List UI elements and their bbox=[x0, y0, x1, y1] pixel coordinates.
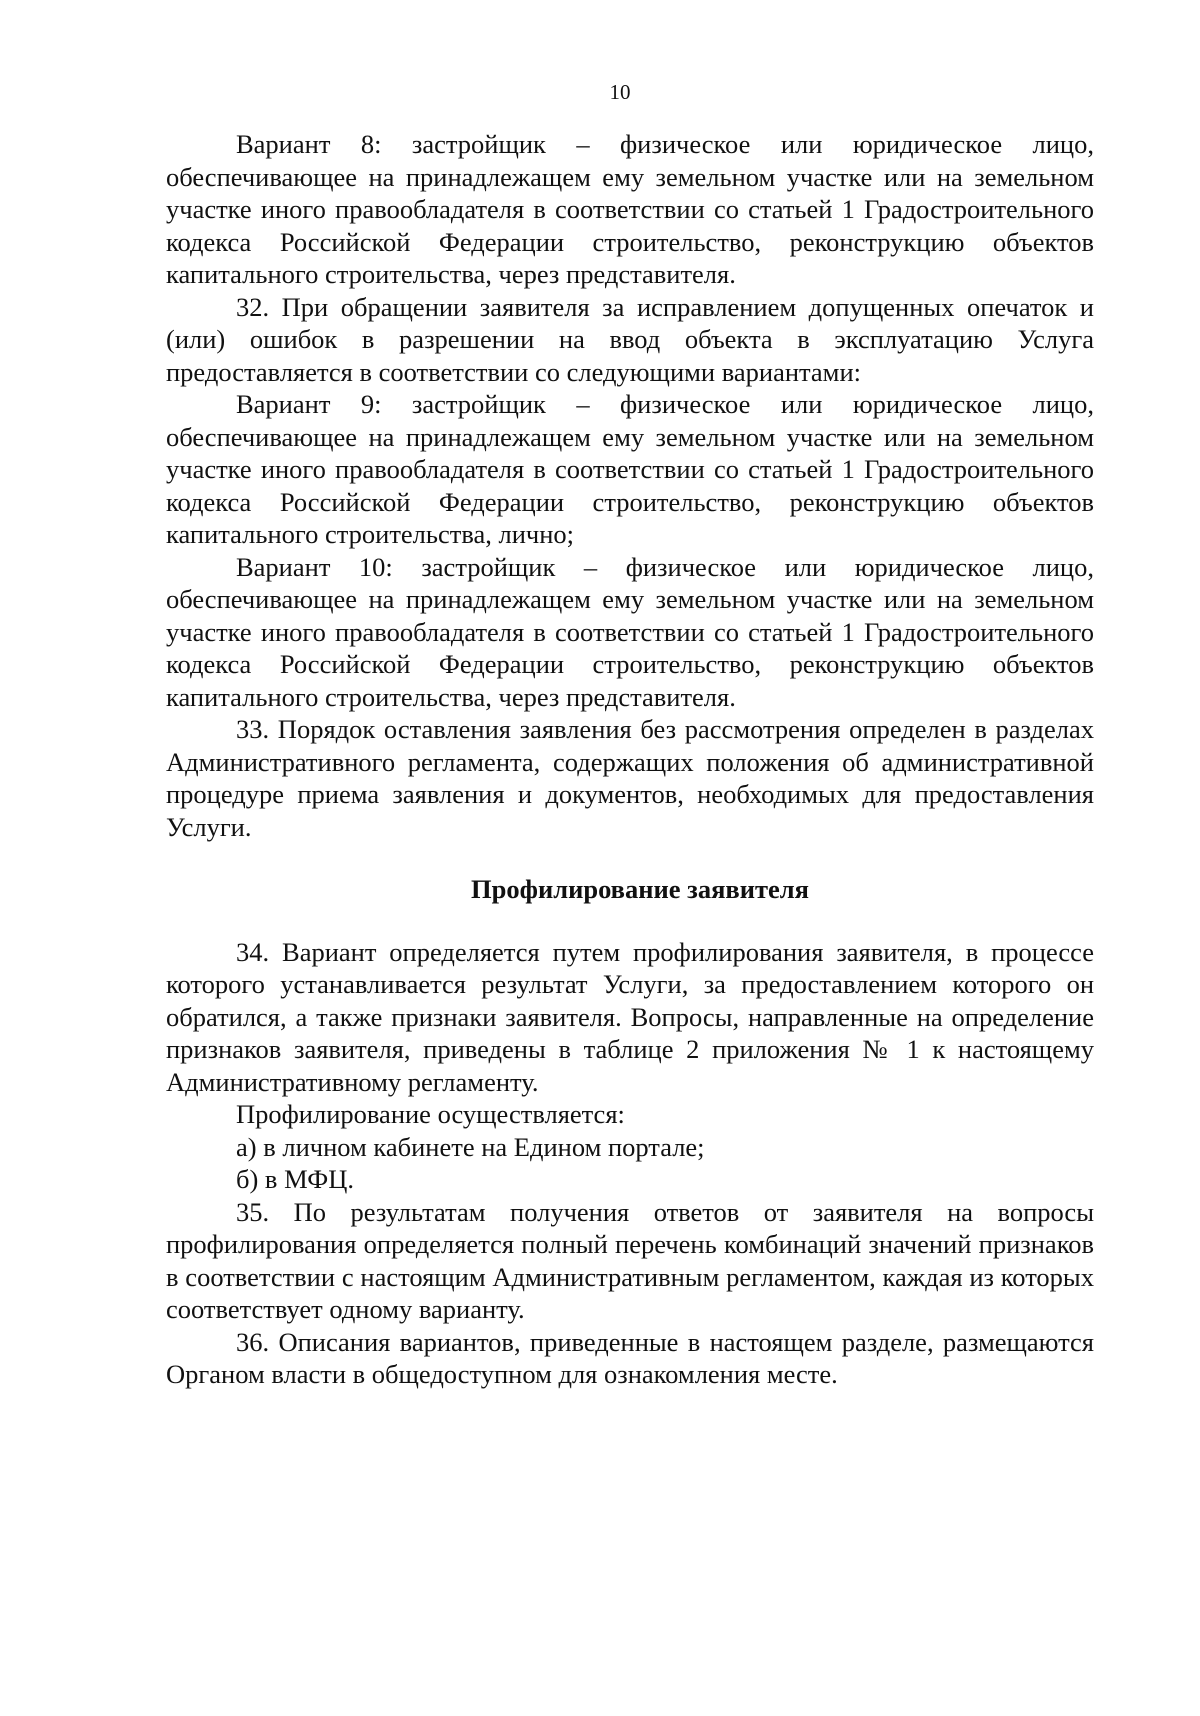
page-number: 10 bbox=[609, 80, 631, 104]
list-item-b: б) в МФЦ. bbox=[236, 1164, 354, 1194]
paragraph-36: 36. Описания вариантов, приведенные в настоящем разделе, размещаются Органом власти в общедоступном для ознакомления месте. bbox=[166, 1326, 1094, 1389]
paragraph-variant-8: Вариант 8: застройщик – физическое или юридическое лицо, обеспечивающее на принадлежащем ему земельном участке или на земельном участке иного правообладателя в соответствии со статьей 1 Градостроительного кодекса Российской Федерации строительство, реконструкцию объектов капитального строительства, через представителя. bbox=[166, 129, 1094, 289]
paragraph-32: 32. При обращении заявителя за исправлением допущенных опечаток и (или) ошибок в разрешении на ввод объекта в эксплуатацию Услуга предоставляется в соответствии со следующими вариантами: bbox=[166, 291, 1094, 387]
paragraph-34: 34. Вариант определяется путем профилирования заявителя, в процессе которого устанавливается результат Услуги, за предоставлением которого он обратился, а также признаки заявителя. Вопросы, направленные на определение признаков заявителя, приведены в таблице 2 приложения № 1 к настоящему Административному регламенту. bbox=[166, 936, 1094, 1097]
paragraph-profiling-intro: Профилирование осуществляется: bbox=[236, 1099, 625, 1129]
section-heading: Профилирование заявителя bbox=[471, 874, 809, 904]
list-item-a: а) в личном кабинете на Едином портале; bbox=[236, 1131, 705, 1162]
paragraph-33: 33. Порядок оставления заявления без рассмотрения определен в разделах Административного регламента, содержащих положения об административной процедуре приема заявления и документов, необходимых для предоставления Услуги. bbox=[166, 714, 1094, 842]
document-body bbox=[166, 128, 1094, 1391]
paragraph-35: 35. По результатам получения ответов от заявителя на вопросы профилирования определяется полный перечень комбинаций значений признаков в соответствии с настоящим Административным регламентом, каждая из которых соответствует одному варианту. bbox=[166, 1196, 1094, 1324]
paragraph-variant-10: Вариант 10: застройщик – физическое или юридическое лицо, обеспечивающее на принадлежащем ему земельном участке или на земельном участке иного правообладателя в соответствии со статьей 1 Градостроительного кодекса Российской Федерации строительство, реконструкцию объектов капитального строительства, через представителя. bbox=[166, 551, 1094, 712]
paragraph-variant-9: Вариант 9: застройщик – физическое или юридическое лицо, обеспечивающее на принадлежащем ему земельном участке или на земельном участке иного правообладателя в соответствии со статьей 1 Градостроительного кодекса Российской Федерации строительство, реконструкцию объектов капитального строительства, лично; bbox=[166, 389, 1094, 549]
